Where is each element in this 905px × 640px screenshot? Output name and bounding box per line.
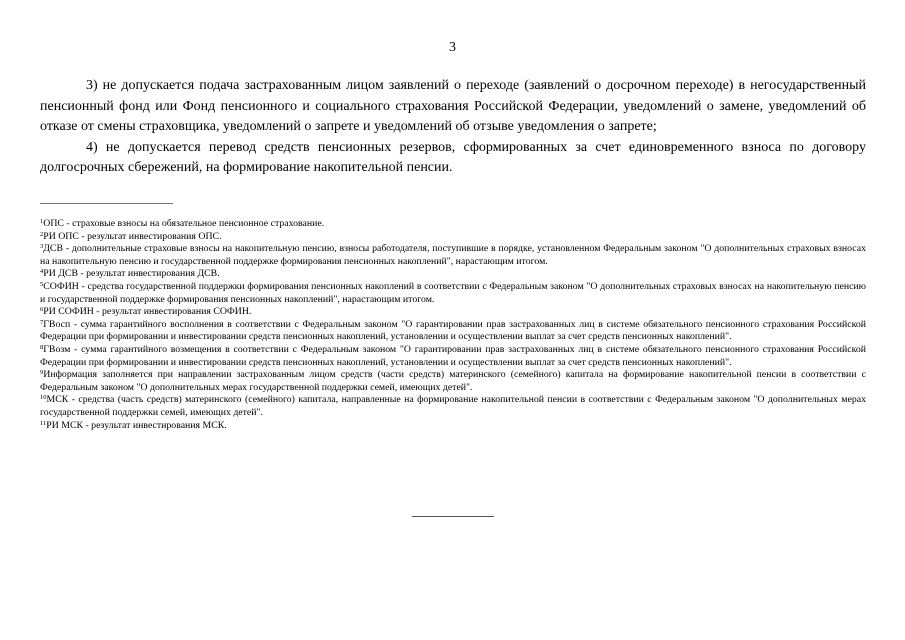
footnote-number: 10 bbox=[40, 394, 47, 402]
footnote bbox=[40, 319, 866, 344]
footnote bbox=[40, 268, 866, 281]
footnote-text: СОФИН - средства государственной поддержки формирования пенсионных накоплений в соответствии с Федеральным законом "О дополнительных страховых взносах на накопительную пенсию и государственной поддержке формирования пенсионных накоплений", нарастающим итогом. bbox=[40, 280, 866, 305]
end-of-page-line bbox=[412, 516, 494, 517]
footnote-number: 8 bbox=[40, 343, 44, 351]
paragraph-item-4: 4) не допускается перевод средств пенсионных резервов, сформированных за счет единовременного взноса по договору долгосрочных сбережений, на формирование накопительной пенсии. bbox=[40, 139, 866, 175]
footnote bbox=[40, 243, 866, 268]
footnote-text: РИ ОПС - результат инвестирования ОПС. bbox=[43, 230, 222, 242]
footnotes bbox=[40, 218, 866, 432]
footnote-number: 5 bbox=[40, 280, 44, 288]
footnote-text: РИ МСК - результат инвестирования МСК. bbox=[46, 419, 227, 431]
footnote bbox=[40, 306, 866, 319]
footnote-text: МСК - средства (часть средств) материнского (семейного) капитала, направленные на формирование накопительной пенсии в соответствии с Федеральным законом "О дополнительных мерах государственной поддержки семей, имеющих детей". bbox=[40, 394, 866, 418]
footnote bbox=[40, 344, 866, 369]
footnote-number: 7 bbox=[40, 318, 44, 326]
footnote-text: ОПС - страховые взносы на обязательное пенсионное страхование. bbox=[43, 218, 325, 229]
main-text bbox=[40, 76, 866, 179]
footnote-text: ГВозм - сумма гарантийного возмещения в соответствии с Федеральным законом "О гарантировании прав застрахованных лиц в системе обязательного пенсионного страхования Российской Федерации при формировании и инвестировании средств пенсионных накоплений, установлении и осуществлении выплат за счет средств пенсионных накоплений". bbox=[40, 343, 866, 368]
page-number: 3 bbox=[449, 40, 456, 55]
footnote bbox=[40, 420, 866, 433]
paragraph-item-3: 3) не допускается подача застрахованным лицом заявлений о переходе (заявлений о досрочном переходе) в негосударственный пенсионный фонд или Фонд пенсионного и социального страхования Российской Федерации, уведомлений о замене, уведомлений об отказе от смены страховщика, уведомлений о запрете и уведомлений об отзыве уведомления о запрете; bbox=[40, 78, 866, 134]
footnote-text: РИ ДСВ - результат инвестирования ДСВ. bbox=[43, 268, 220, 280]
footnote bbox=[40, 394, 866, 419]
footnote-text: ГВосп - сумма гарантийного восполнения в соответствии с Федеральным законом "О гарантировании прав застрахованных лиц в системе обязательного пенсионного страхования Российской Федерации при формировании и инвестировании средств пенсионных накоплений, установлении и осуществлении выплат за счет средств пенсионных накоплений". bbox=[40, 318, 866, 343]
footnote-separator bbox=[40, 203, 173, 204]
footnote-number: 2 bbox=[40, 230, 44, 238]
footnote-number: 3 bbox=[40, 243, 44, 251]
footnote-number: 1 bbox=[40, 218, 44, 225]
footnote bbox=[40, 231, 866, 244]
footnote-number: 9 bbox=[40, 369, 44, 377]
footnote-number: 11 bbox=[40, 419, 47, 427]
footnote-text: РИ СОФИН - результат инвестирования СОФИН. bbox=[43, 306, 252, 318]
footnote-text: ДСВ - дополнительные страховые взносы на накопительную пенсию, взносы работодателя, поступившие в порядке, установленном Федеральным законом "О дополнительных страховых взносах на накопительную пенсию и государственной поддержке формирования пенсионных накоплений", нарастающим итогом. bbox=[40, 243, 866, 267]
footnote-number: 4 bbox=[40, 268, 44, 276]
footnote bbox=[40, 281, 866, 306]
footnote-number: 6 bbox=[40, 306, 44, 314]
footnote bbox=[40, 218, 866, 231]
footnote-text: Информация заполняется при направлении застрахованным лицом средств (части средств) материнского (семейного) капитала на формирование накопительной пенсии в соответствии с Федеральным законом "О дополнительных мерах государственной поддержки семей, имеющих детей". bbox=[40, 369, 866, 393]
footnote bbox=[40, 369, 866, 394]
